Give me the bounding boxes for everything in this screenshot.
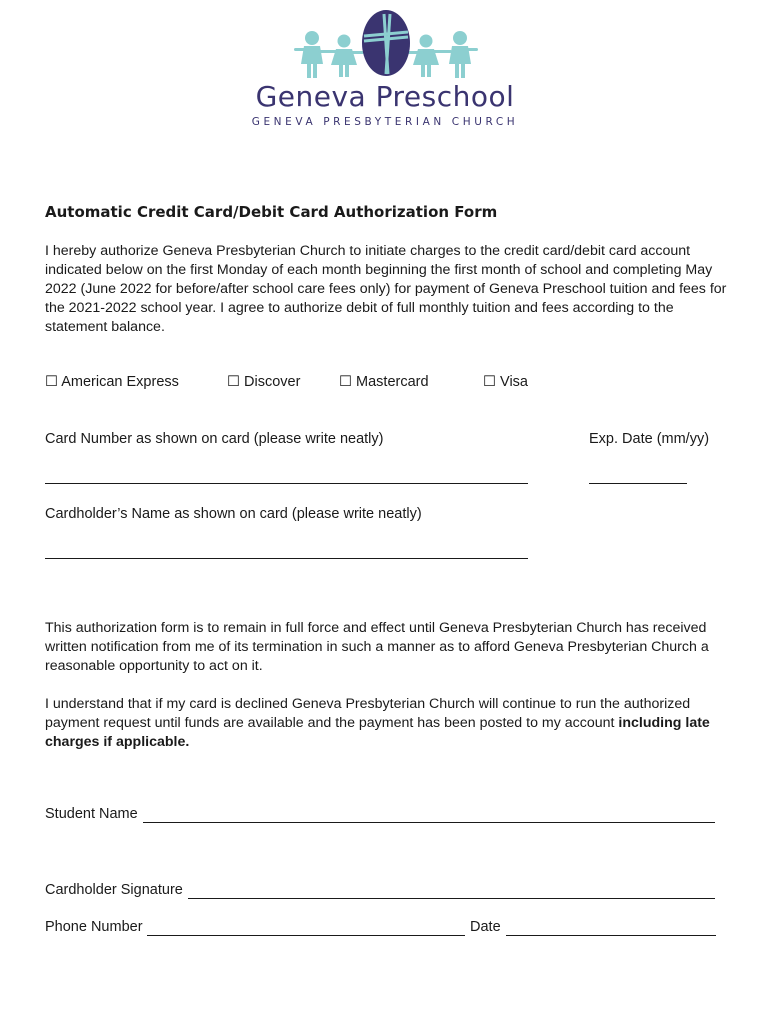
cardholder-name-label: Cardholder’s Name as shown on card (please write neatly) [45,506,422,522]
card-number-label: Card Number as shown on card (please write neatly) [45,431,384,447]
checkbox-icon: ☐ [339,374,352,390]
children-cross-logo-icon [290,8,490,84]
date-label: Date [470,919,501,935]
church-name: GENEVA PRESBYTERIAN CHURCH [251,116,519,128]
school-name: Geneva Preschool [255,80,515,113]
exp-date-field[interactable] [589,483,687,484]
student-name-label: Student Name [45,806,138,822]
checkbox-label: Discover [244,374,301,390]
form-title: Automatic Credit Card/Debit Card Authorization Form [45,203,498,221]
cardholder-signature-label: Cardholder Signature [45,882,183,898]
authorization-paragraph: I hereby authorize Geneva Presbyterian Church to initiate charges to the credit card/debit card account indicated below on the first Monday of each month beginning the first month of school and completing May 2022 (June 2022 for before/after school care fees only) for payment of Geneva Preschool tuition and fees for the 2021-2022 school year. I agree to authorize debit of full monthly tuition and fees according to the statement balance. [45,243,727,335]
school-logo [0,0,770,140]
checkbox-mastercard[interactable] [339,374,429,390]
checkbox-label: Visa [500,374,528,390]
checkbox-icon: ☐ [227,374,240,390]
card-number-field[interactable] [45,483,528,484]
phone-number-label: Phone Number [45,919,143,935]
checkbox-discover[interactable] [227,374,300,390]
checkbox-icon: ☐ [45,374,58,390]
checkbox-label: American Express [61,374,179,390]
declined-card-text: I understand that if my card is declined Geneva Presbyterian Church will continue to run the authorized payment request until funds are available and the payment has been posted to my account [45,696,691,731]
exp-date-label: Exp. Date (mm/yy) [589,431,710,447]
cardholder-name-field[interactable] [45,558,528,559]
checkbox-american-express[interactable] [45,374,179,390]
late-charges-bold-text: including late charges if applicable. [45,715,710,750]
declined-card-paragraph [45,695,735,752]
cardholder-signature-field[interactable] [188,898,715,899]
terms-paragraph: This authorization form is to remain in full force and effect until Geneva Presbyterian Church has received written notification from me of its termination in such a manner as to afford Geneva Presbyterian Church a reasonable opportunity to act on it. [45,620,709,674]
checkbox-label: Mastercard [356,374,429,390]
phone-number-field[interactable] [147,935,465,936]
checkbox-icon: ☐ [483,374,496,390]
date-field[interactable] [506,935,716,936]
checkbox-visa[interactable] [483,374,528,390]
student-name-field[interactable] [143,822,715,823]
